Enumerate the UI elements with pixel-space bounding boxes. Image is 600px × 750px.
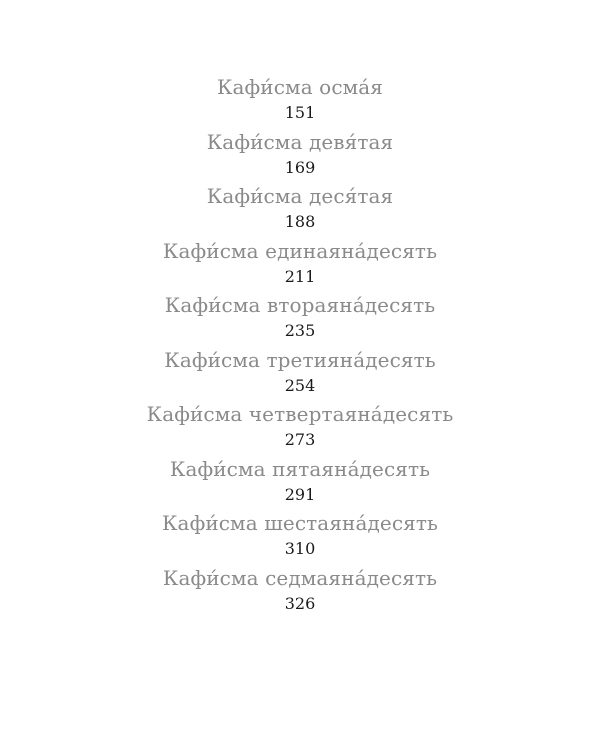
- toc-entry-page-number: 310: [284, 539, 316, 558]
- toc-entry[interactable]: [207, 181, 394, 236]
- toc-entry-page-number: 211: [284, 266, 316, 286]
- toc-entry-page-number: 254: [284, 375, 316, 395]
- toc-entry[interactable]: [162, 508, 438, 563]
- toc-entry-page-number: 291: [284, 484, 316, 504]
- toc-entry-title: Кафи́сма деся́тая: [206, 184, 394, 208]
- toc-entry-title: Кафи́сма пятаяна́десять: [169, 456, 431, 481]
- table-of-contents: [0, 72, 600, 617]
- toc-entry[interactable]: [217, 72, 383, 127]
- toc-entry-title: Кафи́сма девя́тая: [206, 129, 394, 154]
- toc-entry[interactable]: [164, 345, 436, 400]
- toc-entry-title: Кафи́сма седмаяна́десять: [162, 565, 438, 590]
- toc-entry-page-number: 151: [284, 103, 316, 122]
- toc-entry-title: Кафи́сма третияна́десять: [164, 347, 436, 372]
- toc-entry[interactable]: [165, 290, 436, 345]
- toc-entry[interactable]: [170, 454, 430, 509]
- toc-entry[interactable]: [163, 563, 437, 618]
- toc-entry[interactable]: [147, 399, 454, 454]
- toc-entry-page-number: 169: [284, 157, 316, 177]
- toc-entry-page-number: 235: [284, 321, 316, 340]
- toc-entry[interactable]: [163, 236, 437, 291]
- toc-entry-title: Кафи́сма четвертаяна́десять: [146, 402, 454, 426]
- toc-entry-title: Кафи́сма осма́я: [216, 75, 384, 99]
- toc-entry-title: Кафи́сма шестаяна́десять: [161, 511, 439, 535]
- toc-entry-title: Кафи́сма втораяна́десять: [164, 293, 436, 317]
- toc-entry[interactable]: [207, 127, 394, 182]
- toc-entry-page-number: 326: [284, 593, 316, 613]
- toc-entry-page-number: 273: [284, 430, 316, 449]
- toc-entry-title: Кафи́сма единаяна́десять: [162, 238, 438, 263]
- toc-entry-page-number: 188: [284, 212, 316, 231]
